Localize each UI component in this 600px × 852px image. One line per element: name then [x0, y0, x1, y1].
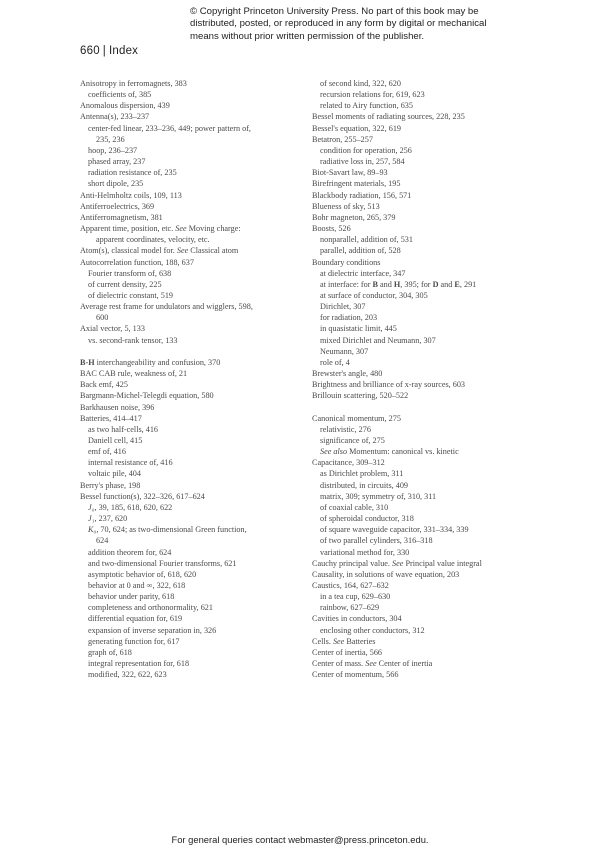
entry-text: Antenna(s), 233–237 [80, 112, 150, 122]
index-entry [312, 89, 527, 100]
index-entry [80, 335, 295, 346]
index-entry [312, 602, 527, 613]
entry-text: at dielectric interface, 347 [320, 268, 406, 278]
index-entry [312, 457, 527, 468]
entry-text: Berry's phase, 198 [80, 480, 141, 490]
entry-text: coefficients of, 385 [88, 90, 152, 100]
index-entry [312, 190, 527, 201]
index-entry [80, 212, 295, 223]
entry-text: Daniell cell, 415 [88, 435, 143, 445]
entry-text: , 39, 185, 618, 620, 622 [94, 502, 173, 512]
entry-text: , 70, 624; as two-dimensional Green function, [96, 525, 247, 535]
entry-text: of spheroidal conductor, 318 [320, 514, 414, 524]
index-entry [80, 524, 295, 535]
index-entry [80, 190, 295, 201]
index-entry [312, 323, 527, 334]
italic-text: J₀ [88, 502, 95, 512]
entry-text: , 395; for [400, 279, 433, 289]
entry-text: Center of inertia, 566 [312, 647, 383, 657]
index-entry [312, 134, 527, 145]
index-entry [312, 346, 527, 357]
entry-text: behavior at 0 and ∞, 322, 618 [88, 581, 186, 591]
entry-text: behavior under parity, 618 [88, 592, 175, 602]
entry-text: completeness and orthonormality, 621 [88, 603, 213, 613]
index-entry [80, 424, 295, 435]
index-entry [80, 357, 295, 368]
index-entry [80, 301, 295, 312]
index-entry [80, 580, 295, 591]
index-entry [80, 468, 295, 479]
entry-text: graph of, 618 [88, 647, 132, 657]
entry-text: emf of, 416 [88, 447, 126, 457]
index-entry [312, 435, 527, 446]
entry-text: generating function for, 617 [88, 636, 180, 646]
italic-text: See [392, 558, 404, 568]
index-entry [312, 223, 527, 234]
entry-text: Blackbody radiation, 156, 571 [312, 190, 412, 200]
index-entry [312, 547, 527, 558]
index-entry [80, 290, 295, 301]
entry-text: expansion of inverse separation in, 326 [88, 625, 217, 635]
entry-text: at interface: for [320, 279, 373, 289]
index-entry [312, 390, 527, 401]
index-entry [312, 446, 527, 457]
entry-text: Cells. [312, 636, 333, 646]
index-entry [312, 212, 527, 223]
index-spacer [312, 402, 527, 413]
entry-text: center-fed linear, 233–236, 449; power pattern of, [88, 123, 251, 133]
entry-text: relativistic, 276 [320, 424, 371, 434]
index-entry [80, 625, 295, 636]
copyright-line: distributed, posted, or reproduced in any form by digital or mechanical [190, 18, 487, 30]
copyright-notice [190, 6, 490, 43]
index-entry [80, 491, 295, 502]
index-entry [80, 279, 295, 290]
entry-text: as Dirichlet problem, 311 [320, 469, 404, 479]
index-entry [312, 524, 527, 535]
entry-text: in quasistatic limit, 445 [320, 324, 397, 334]
index-entry [312, 167, 527, 178]
index-entry [312, 245, 527, 256]
entry-text: Principal value integral [403, 558, 482, 568]
index-entry [312, 312, 527, 323]
index-entry [312, 513, 527, 524]
entry-text: Antiferromagnetism, 381 [80, 212, 163, 222]
entry-text: recursion relations for, 619, 623 [320, 90, 425, 100]
index-entry [312, 335, 527, 346]
entry-text: Causality, in solutions of wave equation, 203 [312, 569, 460, 579]
index-entry [312, 178, 527, 189]
index-entry [312, 145, 527, 156]
index-entry [80, 245, 295, 256]
entry-text: as two half-cells, 416 [88, 424, 159, 434]
entry-text: of dielectric constant, 519 [88, 290, 174, 300]
index-entry [312, 257, 527, 268]
index-entry [80, 390, 295, 401]
index-entry [312, 468, 527, 479]
entry-text: Classical atom [188, 246, 239, 256]
page-number: 660 [80, 45, 100, 57]
index-entry [312, 78, 527, 89]
index-entry [80, 234, 295, 245]
index-entry [312, 669, 527, 680]
entry-text: Dirichlet, 307 [320, 302, 366, 312]
entry-text: Anisotropy in ferromagnets, 383 [80, 79, 187, 88]
index-entry [80, 312, 295, 323]
index-entry [80, 658, 295, 669]
entry-text: Apparent time, position, etc. [80, 224, 176, 234]
index-entry [80, 145, 295, 156]
entry-text: of square waveguide capacitor, 331–334, 339 [320, 525, 469, 535]
entry-text: Atom(s), classical model for. [80, 246, 177, 256]
section-title: Index [108, 45, 139, 57]
entry-text: Center of momentum, 566 [312, 670, 399, 680]
entry-text: Birefringent materials, 195 [312, 179, 401, 189]
index-entry [312, 156, 527, 167]
index-column-right [312, 78, 527, 680]
entry-text: Barkhausen noise, 396 [80, 402, 155, 412]
entry-text: for radiation, 203 [320, 313, 378, 323]
index-entry [80, 502, 295, 513]
index-entry [312, 647, 527, 658]
entry-text: Bessel's equation, 322, 619 [312, 123, 402, 133]
entry-text: Batteries [344, 636, 376, 646]
index-entry [80, 647, 295, 658]
entry-text: rainbow, 627–629 [320, 603, 380, 613]
index-entry [312, 480, 527, 491]
entry-text: of second kind, 322, 620 [320, 79, 401, 88]
index-entry [312, 569, 527, 580]
entry-text: Brightness and brilliance of x-ray sources, 603 [312, 380, 466, 390]
index-entry [80, 123, 295, 134]
entry-text: parallel, addition of, 528 [320, 246, 401, 256]
entry-text: and two-dimensional Fourier transforms, 621 [88, 558, 237, 568]
index-entry [80, 257, 295, 268]
index-entry [312, 424, 527, 435]
entry-text: interchangeability and confusion, 370 [94, 357, 221, 367]
entry-text: , 237, 620 [94, 514, 128, 524]
bold-text: D [432, 279, 439, 289]
entry-text: and [438, 279, 455, 289]
index-entry [312, 413, 527, 424]
index-entry [312, 357, 527, 368]
entry-text: related to Airy function, 635 [320, 101, 413, 111]
bold-text: B [372, 279, 378, 289]
index-entry [80, 446, 295, 457]
entry-text: and [377, 279, 394, 289]
entry-text: 600 [96, 313, 109, 323]
entry-text: of coaxial cable, 310 [320, 502, 389, 512]
index-entry [80, 323, 295, 334]
entry-text: phased array, 237 [88, 157, 146, 167]
index-entry [80, 636, 295, 647]
entry-text: modified, 322, 622, 623 [88, 670, 167, 680]
index-entry [312, 636, 527, 647]
index-entry [312, 100, 527, 111]
index-entry [312, 379, 527, 390]
entry-text: Autocorrelation function, 188, 637 [80, 257, 194, 267]
entry-text: internal resistance of, 416 [88, 458, 173, 468]
entry-text: voltaic pile, 404 [88, 469, 141, 479]
copyright-line: means without prior written permission of the publisher. [190, 30, 425, 42]
entry-text: radiative loss in, 257, 584 [320, 157, 405, 167]
index-entry [312, 502, 527, 513]
entry-text: BAC CAB rule, weakness of, 21 [80, 369, 188, 379]
index-entry [80, 480, 295, 491]
index-entry [312, 111, 527, 122]
index-entry [312, 491, 527, 502]
index-entry [312, 613, 527, 624]
entry-text: Neumann, 307 [320, 346, 369, 356]
italic-text: See also [320, 447, 348, 457]
entry-text: matrix, 309; symmetry of, 310, 311 [320, 491, 437, 501]
entry-text: Cauchy principal value. [312, 558, 393, 568]
entry-text: of two parallel cylinders, 316–318 [320, 536, 433, 546]
index-entry [312, 290, 527, 301]
index-entry [80, 100, 295, 111]
entry-text: Canonical momentum, 275 [312, 413, 401, 423]
entry-text: Brewster's angle, 480 [312, 369, 383, 379]
bold-text: B-H [80, 357, 95, 367]
index-entry [312, 368, 527, 379]
entry-text: Betatron, 255–257 [312, 134, 373, 144]
entry-text: 624 [96, 536, 109, 546]
entry-text: Antiferroelectrics, 369 [80, 201, 155, 211]
entry-text: Anomalous dispersion, 439 [80, 101, 170, 111]
entry-text: of current density, 225 [88, 279, 162, 289]
copyright-line: © Copyright Princeton University Press. No part of this book may be [190, 6, 479, 17]
italic-text: See [176, 246, 189, 256]
entry-text: mixed Dirichlet and Neumann, 307 [320, 335, 436, 345]
index-entry [80, 156, 295, 167]
entry-text: , 291 [459, 279, 477, 289]
index-entry [80, 457, 295, 468]
entry-text: apparent coordinates, velocity, etc. [96, 235, 210, 245]
entry-text: Batteries, 414–417 [80, 413, 142, 423]
italic-text: K₀ [88, 525, 97, 535]
entry-text: significance of, 275 [320, 435, 385, 445]
index-entry [80, 547, 295, 558]
index-entry [312, 558, 527, 569]
index-entry [80, 89, 295, 100]
entry-text: Bessel moments of radiating sources, 228, 235 [312, 112, 465, 122]
entry-text: Center of mass. [312, 659, 366, 669]
index-entry [312, 201, 527, 212]
entry-text: Back emf, 425 [80, 380, 128, 390]
entry-text: distributed, in circuits, 409 [320, 480, 409, 490]
entry-text: Caustics, 164, 627–632 [312, 581, 389, 591]
entry-text: 235, 236 [96, 134, 125, 144]
index-entry [80, 669, 295, 680]
entry-text: hoop, 236–237 [88, 145, 138, 155]
entry-text: differential equation for, 619 [88, 614, 183, 624]
entry-text: Boosts, 526 [312, 224, 351, 234]
entry-text: Capacitance, 309–312 [312, 458, 385, 468]
entry-text: Bessel function(s), 322–326, 617–624 [80, 491, 205, 501]
entry-text: Fourier transform of, 638 [88, 268, 172, 278]
index-entry [312, 535, 527, 546]
index-entry [80, 111, 295, 122]
index-entry [312, 625, 527, 636]
entry-text: Bargmann-Michel-Telegdi equation, 580 [80, 391, 214, 401]
index-entry [312, 658, 527, 669]
index-entry [80, 78, 295, 89]
index-entry [312, 580, 527, 591]
italic-text: See [332, 636, 345, 646]
entry-text: integral representation for, 618 [88, 659, 190, 669]
entry-text: role of, 4 [320, 357, 350, 367]
entry-text: asymptotic behavior of, 618, 620 [88, 569, 197, 579]
index-entry [80, 602, 295, 613]
entry-text: Cavities in conductors, 304 [312, 614, 402, 624]
index-entry [80, 535, 295, 546]
entry-text: Average rest frame for undulators and wigglers, 598, [80, 302, 253, 312]
entry-text: enclosing other conductors, 312 [320, 625, 425, 635]
index-entry [80, 201, 295, 212]
entry-text: radiation resistance of, 235 [88, 168, 177, 178]
index-column-left [80, 78, 295, 680]
entry-text: in a tea cup, 629–630 [320, 592, 391, 602]
index-entry [312, 234, 527, 245]
index-spacer [80, 346, 295, 357]
running-head [80, 45, 138, 57]
entry-text: Moving charge: [186, 224, 241, 234]
bold-text: H [393, 279, 401, 289]
index-entry [80, 435, 295, 446]
index-entry [80, 167, 295, 178]
index-entry [312, 279, 527, 290]
index-entry [312, 301, 527, 312]
index-entry [80, 569, 295, 580]
entry-text: Momentum: canonical vs. kinetic [347, 447, 459, 457]
entry-text: addition theorem for, 624 [88, 547, 172, 557]
entry-text: Anti-Helmholtz coils, 109, 113 [80, 190, 182, 200]
index-entry [312, 268, 527, 279]
index-entry [80, 413, 295, 424]
index-entry [80, 178, 295, 189]
index-entry [80, 591, 295, 602]
entry-text: nonparallel, addition of, 531 [320, 235, 413, 245]
entry-text: Biot-Savart law, 89–93 [312, 168, 388, 178]
index-entry [80, 379, 295, 390]
entry-text: at surface of conductor, 304, 305 [320, 290, 428, 300]
italic-text: J₁ [88, 514, 95, 524]
italic-text: See [175, 224, 187, 234]
index-entry [80, 513, 295, 524]
bold-text: E [454, 279, 460, 289]
head-separator: | [102, 45, 106, 57]
italic-text: See [365, 659, 377, 669]
index-entry [312, 591, 527, 602]
entry-text: Brillouin scattering, 520–522 [312, 391, 409, 401]
entry-text: short dipole, 235 [88, 179, 144, 189]
index-entry [80, 268, 295, 279]
entry-text: condition for operation, 256 [320, 145, 412, 155]
index-entry [80, 368, 295, 379]
entry-text: Center of inertia [376, 659, 433, 669]
index-entry [80, 402, 295, 413]
index-entry [312, 123, 527, 134]
entry-text: variational method for, 330 [320, 547, 410, 557]
entry-text: vs. second-rank tensor, 133 [88, 335, 178, 345]
footer-contact: For general queries contact webmaster@press.princeton.edu. [171, 834, 429, 845]
index-entry [80, 134, 295, 145]
index-entry [80, 558, 295, 569]
entry-text: Boundary conditions [312, 257, 381, 267]
index-entry [80, 613, 295, 624]
entry-text: Blueness of sky, 513 [312, 201, 380, 211]
index-entry [80, 223, 295, 234]
entry-text: Bohr magneton, 265, 379 [312, 212, 396, 222]
entry-text: Axial vector, 5, 133 [80, 324, 145, 334]
